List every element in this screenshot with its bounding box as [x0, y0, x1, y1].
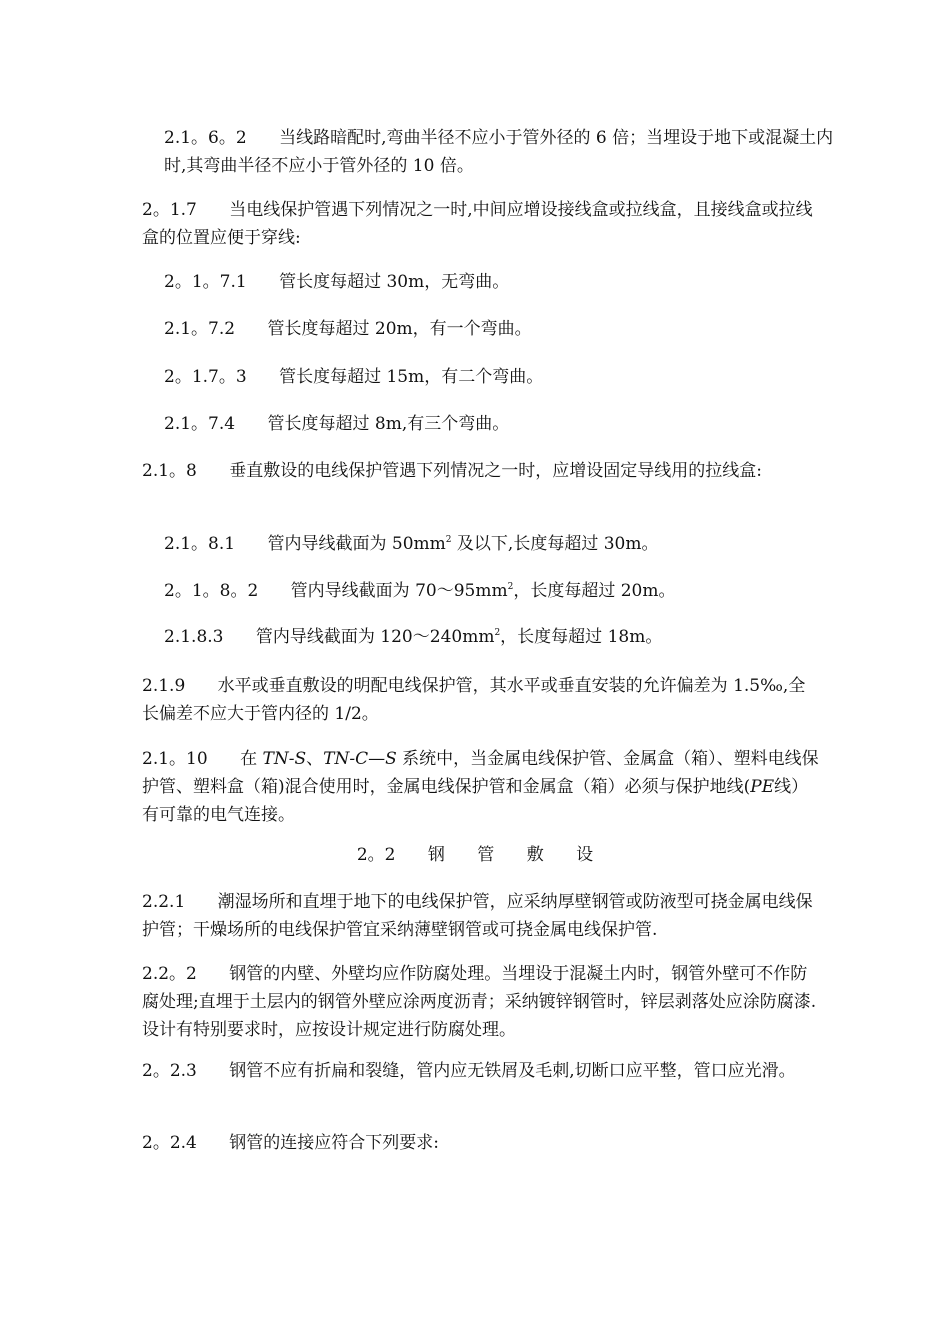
clause-2-1-7-1: 2。1。7.1 管长度每超过 30m，无弯曲。 — [164, 272, 510, 292]
clause-text: 及以下,长度每超过 30m。 — [451, 534, 659, 554]
clause-2-1-7-2: 2.1。7.2 管长度每超过 20m，有一个弯曲。 — [164, 319, 532, 339]
clause-text: 2.1.8.3 管内导线截面为 120～240mm — [164, 627, 495, 647]
clause-2-1-6-2: 2.1。6。2 当线路暗配时,弯曲半径不应小于管外径的 6 倍；当埋设于地下或混凝土内时,其弯曲半径不应小于管外径的 10 倍。 — [164, 128, 834, 176]
clause-2-1-10 — [142, 745, 822, 829]
superscript: 2 — [507, 582, 514, 592]
clause-text: ，长度每超过 20m。 — [513, 581, 676, 601]
system-tn-s: TN-S — [262, 749, 307, 769]
clause-text: 2.1。8.1 管内导线截面为 50mm — [164, 534, 446, 554]
clause-2-1-8: 2.1。8 垂直敷设的电线保护管遇下列情况之一时，应增设固定导线用的拉线盒: — [142, 461, 763, 481]
clause-text: 系统中，当金属电线保护管、金属盒（箱）、塑料电线保护管、塑料盒（箱)混合使用时，金属电线保护管和金属盒（箱）必须与保护地线( — [142, 749, 819, 797]
clause-2-1-8-1 — [164, 530, 844, 558]
clause-2-2-4: 2。2.4 钢管的连接应符合下列要求: — [142, 1133, 440, 1153]
clause-text: ，长度每超过 18m。 — [500, 627, 663, 647]
clause-2-1-8-2 — [164, 577, 844, 605]
clause-text: 、 — [306, 749, 324, 769]
pe-abbrev: PE — [750, 777, 775, 797]
clause-2-2-2: 2.2。2 钢管的内壁、外壁均应作防腐处理。当埋设于混凝土内时，钢管外壁可不作防腐处理;直埋于土层内的钢管外壁应涂两度沥青；采纳镀锌钢管时，锌层剥落处应涂防腐漆.设计有特别要求时，应按设计规定进行防腐处理。 — [142, 964, 817, 1040]
clause-2-1-8-3 — [164, 623, 844, 651]
clause-2-1-7: 2。1.7 当电线保护管遇下列情况之一时,中间应增设接线盒或拉线盒，且接线盒或拉线盒的位置应便于穿线: — [142, 200, 813, 248]
superscript: 2 — [494, 628, 501, 638]
superscript: 2 — [445, 535, 452, 545]
clause-2-2-3: 2。2.3 钢管不应有折扁和裂缝，管内应无铁屑及毛刺,切断口应平整，管口应光滑。 — [142, 1061, 796, 1081]
clause-2-1-9: 2.1.9 水平或垂直敷设的明配电线保护管，其水平或垂直安装的允许偏差为 1.5‰,全长偏差不应大于管内径的 1/2。 — [142, 676, 806, 724]
system-tn-c-s: TN-C—S — [323, 749, 397, 769]
clause-text: 2.1。10 在 — [142, 749, 263, 769]
clause-2-1-7-3: 2。1.7。3 管长度每超过 15m，有二个弯曲。 — [164, 367, 544, 387]
section-heading-2-2: 2。2 钢 管 敷 设 — [356, 845, 594, 865]
clause-text: 2。1。8。2 管内导线截面为 70～95mm — [164, 581, 508, 601]
clause-text: 线）有可靠的电气连接。 — [142, 777, 809, 825]
clause-2-1-7-4: 2.1。7.4 管长度每超过 8m,有三个弯曲。 — [164, 414, 510, 434]
clause-2-2-1: 2.2.1 潮湿场所和直埋于地下的电线保护管，应采纳厚壁钢管或防液型可挠金属电线保护管；干燥场所的电线保护管宜采纳薄壁钢管或可挠金属电线保护管. — [142, 892, 813, 940]
